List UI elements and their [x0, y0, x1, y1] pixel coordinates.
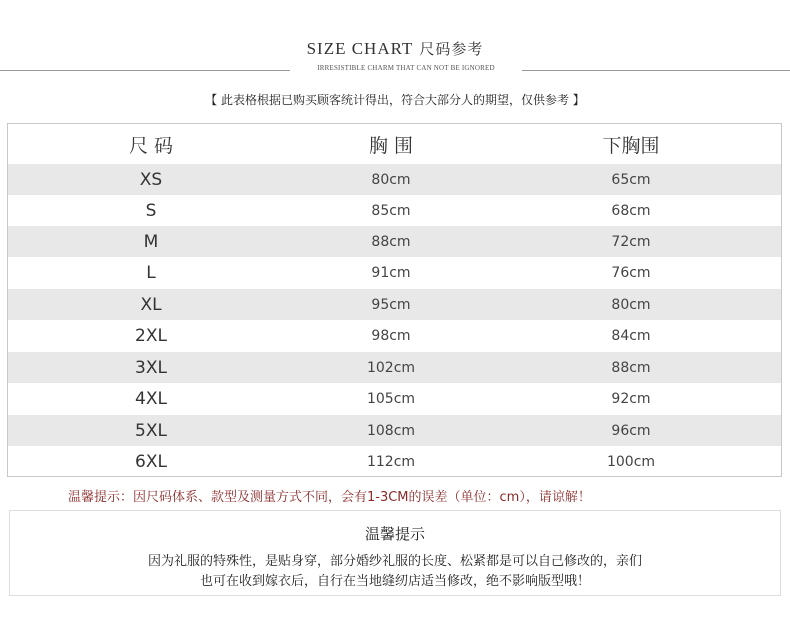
underbust-cell: 84cm — [611, 327, 651, 344]
table-row — [8, 226, 781, 257]
title-english: SIZE CHART — [306, 39, 414, 58]
divider-left — [0, 70, 290, 71]
measurement-tip: 温馨提示：因尺码体系、款型及测量方式不同，会有1-3CM的误差（单位：cm），请谅解！ — [68, 490, 591, 505]
underbust-cell: 92cm — [611, 390, 651, 407]
size-table — [7, 123, 782, 477]
size-cell: L — [146, 262, 156, 283]
size-cell: S — [145, 200, 157, 221]
table-row — [8, 352, 781, 383]
bust-cell: 105cm — [366, 390, 416, 407]
notice-line-1: 因为礼服的特殊性，是贴身穿，部分婚纱礼服的长度、松紧都是可以自己修改的，亲们 — [147, 554, 642, 569]
page-title — [0, 38, 790, 59]
bust-cell: 80cm — [371, 171, 411, 188]
underbust-cell: 80cm — [611, 296, 651, 313]
notice-box — [9, 510, 781, 596]
size-cell: 3XL — [135, 357, 167, 378]
bust-cell: 85cm — [371, 202, 411, 219]
bust-cell: 88cm — [371, 233, 411, 250]
underbust-cell: 100cm — [606, 453, 656, 470]
header-size: 尺 码 — [128, 134, 174, 157]
header-bust: 胸 围 — [368, 134, 414, 157]
title-chinese: 尺码参考 — [419, 40, 484, 58]
divider-right — [522, 70, 790, 71]
bust-cell: 95cm — [371, 296, 411, 313]
underbust-cell: 68cm — [611, 202, 651, 219]
notice-line-2: 也可在收到嫁衣后，自行在当地缝纫店适当修改，绝不影响版型哦！ — [199, 574, 590, 589]
underbust-cell: 65cm — [611, 171, 651, 188]
table-row — [8, 195, 781, 226]
size-cell: XL — [140, 294, 162, 315]
underbust-cell: 72cm — [611, 233, 651, 250]
table-row — [8, 164, 781, 195]
bust-cell: 98cm — [371, 327, 411, 344]
size-cell: M — [143, 231, 159, 252]
size-cell: 4XL — [135, 388, 167, 409]
table-row — [8, 257, 781, 288]
size-cell: 6XL — [135, 451, 167, 472]
bust-cell: 91cm — [371, 264, 411, 281]
table-row — [8, 320, 781, 351]
underbust-cell: 88cm — [611, 359, 651, 376]
underbust-cell: 76cm — [611, 264, 651, 281]
header-underbust: 下胸围 — [602, 134, 660, 157]
table-header-row — [8, 124, 781, 164]
table-row — [8, 415, 781, 446]
size-cell: 2XL — [135, 325, 167, 346]
bust-cell: 108cm — [366, 422, 416, 439]
subtitle: IRRESISTIBLE CHARM THAT CAN NOT BE IGNORED — [317, 64, 495, 72]
underbust-cell: 96cm — [611, 422, 651, 439]
statistics-note: 【 此表格根据已购买顾客统计得出，符合大部分人的期望，仅供参考 】 — [205, 93, 585, 107]
size-cell: 5XL — [135, 420, 167, 441]
bust-cell: 102cm — [366, 359, 416, 376]
notice-title: 温馨提示 — [364, 525, 425, 543]
table-row — [8, 446, 781, 477]
size-cell: XS — [139, 169, 163, 190]
bust-cell: 112cm — [366, 453, 416, 470]
table-row — [8, 289, 781, 320]
table-row — [8, 383, 781, 414]
